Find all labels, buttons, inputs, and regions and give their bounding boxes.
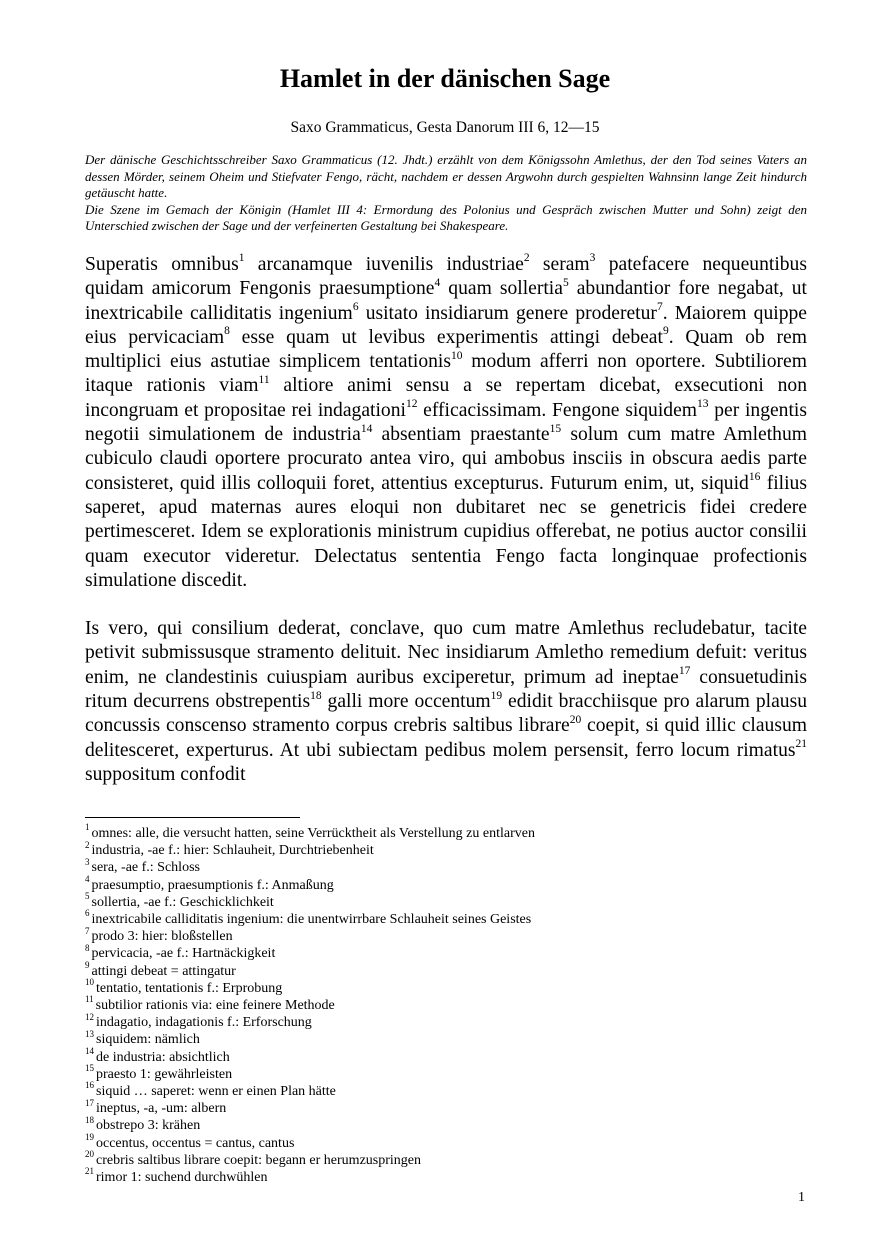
footnote-number: 20 [85, 1149, 94, 1160]
footnote-ref: 4 [434, 276, 441, 289]
footnote-number: 21 [85, 1166, 94, 1177]
footnote-number: 14 [85, 1045, 94, 1056]
footnote-number: 15 [85, 1063, 94, 1074]
footnote-text: attingi debeat = attingatur [91, 963, 236, 979]
footnote-number: 6 [85, 908, 90, 919]
footnote-item [85, 908, 807, 928]
text-segment: Superatis omnibus [85, 254, 239, 275]
text-segment: . Quam ob rem multiplici eius astutiae simplicem tentationis [85, 326, 807, 373]
intro-paragraph: Die Szene im Gemach der Königin (Hamlet III 4: Ermordung des Polonius und Gespräch zwischen Mutter und Sohn) zeigt den Unterschied zwischen der Sage und der verfeinerten Gestaltung bei Shakespeare. [85, 201, 807, 233]
footnote-text: pervicacia, -ae f.: Hartnäckigkeit [91, 946, 276, 962]
text-segment: suppositum confodit [85, 763, 246, 785]
footnote-ref: 15 [549, 422, 562, 435]
footnote-ref: 10 [451, 349, 463, 362]
footnote-text: prodo 3: hier: bloßstellen [91, 929, 233, 945]
text-segment: seram [529, 254, 590, 275]
footnote-ref: 21 [795, 738, 807, 751]
footnote-ref: 16 [748, 471, 761, 484]
text-segment: altiore animi sensu a se repertam dicebat, exsecutioni non incongruam et propositae rei indagationi [85, 375, 808, 421]
footnote-text: sollertia, -ae f.: Geschicklichkeit [91, 894, 274, 910]
footnote-number: 11 [85, 994, 94, 1005]
footnote-ref: 19 [490, 689, 503, 702]
footnote-text: tentatio, tentationis f.: Erprobung [96, 980, 283, 996]
text-segment: quam sollertia [440, 278, 563, 300]
footnote-item [85, 1011, 807, 1031]
text-segment: per ingentis negotii simulationem de industria [85, 399, 807, 446]
body-paragraph [85, 253, 807, 593]
footnote-item [85, 873, 807, 894]
text-segment: galli more occentum [321, 691, 491, 713]
footnote-ref: 5 [562, 276, 569, 289]
footnote-number: 5 [85, 891, 90, 902]
footnote-number: 9 [85, 959, 90, 970]
text-segment: modum afferri non oportere. Subtiliorem itaque rationis viam [85, 351, 807, 397]
text-segment: solum cum matre Amlethum cubiculo claudi oportere procurato antea viro, qui ambobus insciis in obscura aedis parte consisteret, quid illis colloquii foret, attentius excepturus. Futurum enim, ut, siquid [85, 424, 808, 494]
footnote-ref: 18 [310, 689, 322, 702]
footnote-item [85, 1080, 807, 1100]
footnote-item [85, 959, 807, 980]
footnote-ref: 13 [697, 398, 709, 411]
footnote-text: praesto 1: gewährleisten [96, 1066, 233, 1082]
footnote-text: ineptus, -a, -um: albern [96, 1101, 227, 1117]
footnote-item [85, 1149, 807, 1169]
text-segment: . Maiorem quippe eius pervicaciam [85, 302, 807, 348]
footnote-ref: 3 [589, 252, 596, 265]
footnote-item [85, 925, 807, 945]
footnote-text: occentus, occentus = cantus, cantus [96, 1135, 295, 1151]
text-segment: efficacissimam. Fengone siquidem [417, 399, 698, 421]
footnote-text: siquidem: nämlich [96, 1032, 200, 1048]
footnote-item [85, 856, 807, 876]
footnote-item [85, 822, 807, 842]
footnote-text: praesumptio, praesumptionis f.: Anmaßung [91, 877, 334, 893]
footnote-item [85, 891, 807, 911]
text-segment: filius saperet, apud maternas aures eloqui non dubitaret nec se genetricis fidei credere pertimesceret. Idem se explorationis ministrum cupidius offerebat, ne potius auctor consilii quam executor videretur. Delectatus sententia Fengo facta longinquae profectionis simulatione discedit. [85, 472, 807, 591]
footnote-ref: 20 [569, 713, 582, 726]
footnote-number: 10 [85, 977, 94, 988]
footnote-ref: 8 [224, 325, 230, 338]
footnote-item [85, 994, 807, 1014]
footnote-ref: 12 [405, 398, 418, 411]
footnote-ref: 1 [238, 252, 245, 265]
intro-text [85, 152, 807, 235]
footnotes-list [85, 822, 807, 1186]
footnote-ref: 11 [258, 373, 270, 386]
footnote-separator [85, 817, 300, 818]
footnote-number: 16 [85, 1080, 94, 1091]
footnote-item [85, 1166, 807, 1186]
footnote-item [85, 1114, 807, 1134]
footnote-ref: 6 [352, 301, 359, 314]
footnote-text: omnes: alle, die versucht hatten, seine Verrücktheit als Verstellung zu entlarven [91, 826, 535, 841]
footnote-item [85, 1132, 807, 1152]
footnote-number: 8 [85, 942, 90, 953]
text-segment: absentiam praestante [372, 424, 550, 446]
page-number: 1 [798, 1190, 805, 1205]
text-segment: patefacere nequeuntibus quidam amicorum Fengonis praesumptione [85, 254, 807, 300]
footnote-text: siquid … saperet: wenn er einen Plan hätte [96, 1084, 336, 1100]
footnote-item [85, 1028, 807, 1048]
text-segment: arcanamque iuvenilis industriae [244, 254, 524, 275]
text-segment: abundantior fore negabat, ut inextricabile calliditatis ingenium [85, 278, 807, 324]
text-segment: edidit bracchiisque pro alarum plausu concussis conscenso stramento corpus crebris saltibus librare [85, 691, 807, 737]
footnote-item [85, 839, 807, 859]
footnote-item [85, 1097, 807, 1117]
footnote-text: indagatio, indagationis f.: Erforschung [96, 1015, 312, 1031]
intro-paragraph: Der dänische Geschichtsschreiber Saxo Grammaticus (12. Jhdt.) erzählt von dem Königssohn Amlethus, der den Tod seines Vaters an dessen Mörder, seinem Oheim und Stiefvater Fengo, rächt, nachdem er dessen Argwohn durch gespielten Wahnsinn lange Zeit hindurch getäuscht hatte. [85, 152, 807, 200]
footnote-text: inextricabile calliditatis ingenium: die unentwirrbare Schlauheit seines Geistes [91, 912, 532, 928]
footnote-text: industria, -ae f.: hier: Schlauheit, Durchtriebenheit [91, 843, 374, 859]
footnote-ref: 14 [360, 422, 373, 435]
text-segment: coepit, si quid illic clausum delitesceret, experturus. At ubi subiectam pedibus molem persensit, ferro locum rimatus [85, 715, 807, 761]
footnote-item [85, 942, 807, 962]
footnote-number: 4 [85, 873, 90, 884]
body-paragraph [85, 617, 807, 787]
footnote-text: obstrepo 3: krähen [96, 1118, 201, 1134]
text-segment: usitato insidiarum genere proderetur [358, 302, 657, 324]
footnote-ref: 9 [662, 325, 669, 338]
text-segment: consuetudinis ritum decurrens obstrepentis [85, 666, 808, 713]
footnote-number: 1 [85, 822, 90, 833]
text-segment: Is vero, qui consilium dederat, conclave, quo cum matre Amlethus recludebatur, tacite petivit submissusque stramento delituit. Nec insidiarum Amletho remedium defuit: veritus enim, ne clandestinis cuiuspiam auribus exciperetur, primum ad ineptae [85, 618, 807, 688]
footnote-item [85, 1045, 807, 1066]
page-title: Hamlet in der dänischen Sage [279, 64, 611, 93]
footnote-text: sera, -ae f.: Schloss [91, 860, 200, 876]
footnote-number: 19 [85, 1132, 94, 1142]
footnote-ref: 17 [678, 665, 691, 678]
footnote-text: de industria: absichtlich [96, 1049, 230, 1065]
source-subtitle: Saxo Grammaticus, Gesta Danorum III 6, 12—15 [290, 119, 600, 136]
footnote-text: rimor 1: suchend durchwühlen [96, 1170, 268, 1186]
footnote-number: 12 [85, 1011, 94, 1022]
footnote-number: 3 [85, 856, 90, 867]
latin-text [85, 253, 807, 787]
footnote-item [85, 977, 807, 997]
text-segment: esse quam ut levibus experimentis attingi debeat [229, 326, 663, 348]
footnote-ref: 7 [656, 301, 663, 314]
footnote-ref: 2 [523, 252, 530, 265]
footnote-number: 2 [85, 839, 90, 850]
footnote-text: crebris saltibus librare coepit: begann er herumzuspringen [96, 1152, 421, 1168]
footnote-number: 18 [85, 1114, 94, 1125]
footnote-number: 17 [85, 1097, 94, 1108]
footnote-text: subtilior rationis via: eine feinere Methode [95, 998, 335, 1014]
footnote-number: 7 [85, 925, 90, 936]
footnote-number: 13 [85, 1028, 94, 1039]
footnote-item [85, 1063, 807, 1083]
